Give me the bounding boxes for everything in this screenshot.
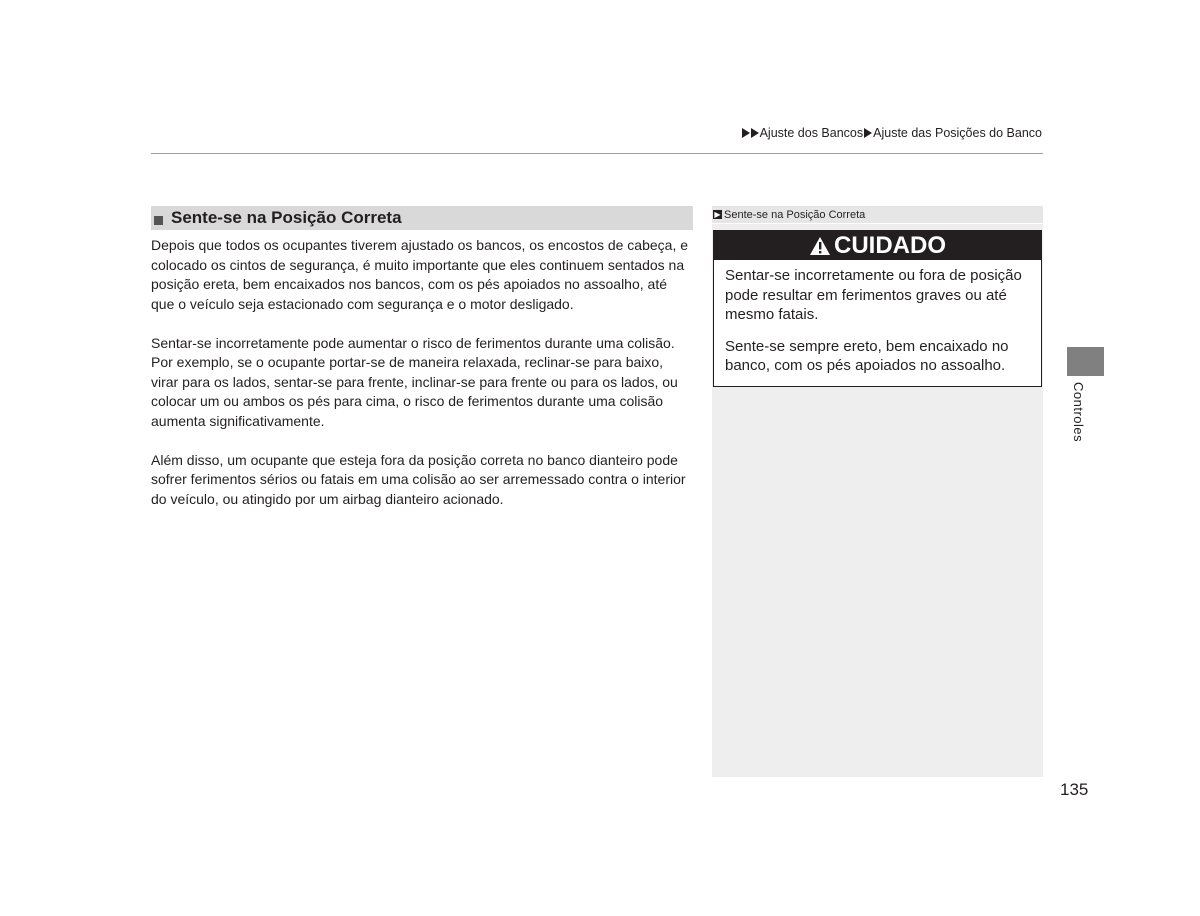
caution-text: Sente-se sempre ereto, bem encaixado no banco, com os pés apoiados no assoalho. [725,337,1009,374]
sidebar-title-bar [712,206,1043,224]
breadcrumb-item-ajuste-dos-bancos[interactable]: Ajuste dos Bancos [759,126,864,140]
triangle-right-icon [864,128,872,138]
breadcrumb-item-ajuste-das-posicoes[interactable]: Ajuste das Posições do Banco [873,126,1042,140]
caution-body [714,260,1041,386]
sidebar-title[interactable]: Sente-se na Posição Correta [724,208,866,221]
caution-label: CUIDADO [834,231,946,259]
caution-text: Sentar-se incorretamente ou fora de posição pode resultar em ferimentos graves ou até mesmo fatais. [725,267,1022,323]
reference-arrow-icon: ▶ [714,210,721,219]
warning-triangle-icon [809,236,831,256]
caution-header [714,231,1041,260]
header-divider [151,153,1043,154]
sidebar-panel [712,206,1043,777]
square-bullet-icon [154,216,163,225]
chapter-tab-label[interactable]: Controles [1071,382,1086,443]
triangle-right-icon [751,128,759,138]
breadcrumb [742,126,1042,140]
body-paragraph: Depois que todos os ocupantes tiverem ajustado os bancos, os encostos de cabeça, e colocado os cintos de segurança, é muito importante que eles continuem sentados na posição ereta, bem encaixados nos bancos, com os pés apoiados no assoalho, até que o veículo seja estacionado com segurança e o motor desligado. [151,237,689,312]
body-paragraph: Sentar-se incorretamente pode aumentar o risco de ferimentos durante uma colisão. Por exemplo, se o ocupante portar-se de maneira relaxada, reclinar-se para baixo, virar para os lados, sentar-se para frente, inclinar-se para frente ou para os lados, ou colocar um ou ambos os pés para cima, o risco de ferimentos durante uma colisão aumenta significativamente. [151,334,678,429]
section-heading [151,206,693,230]
body-paragraph: Além disso, um ocupante que esteja fora da posição correta no banco dianteiro pode sofrer ferimentos sérios ou fatais em uma colisão ao ser arremessado contra o interior do veículo, ou atingido por um airbag dianteiro acionado. [151,451,686,507]
body-text [151,236,693,529]
page-number: 135 [1060,780,1089,799]
chapter-tab-marker [1067,347,1104,376]
caution-box [713,230,1042,387]
triangle-right-icon [742,128,750,138]
section-title: Sente-se na Posição Correta [171,208,402,227]
